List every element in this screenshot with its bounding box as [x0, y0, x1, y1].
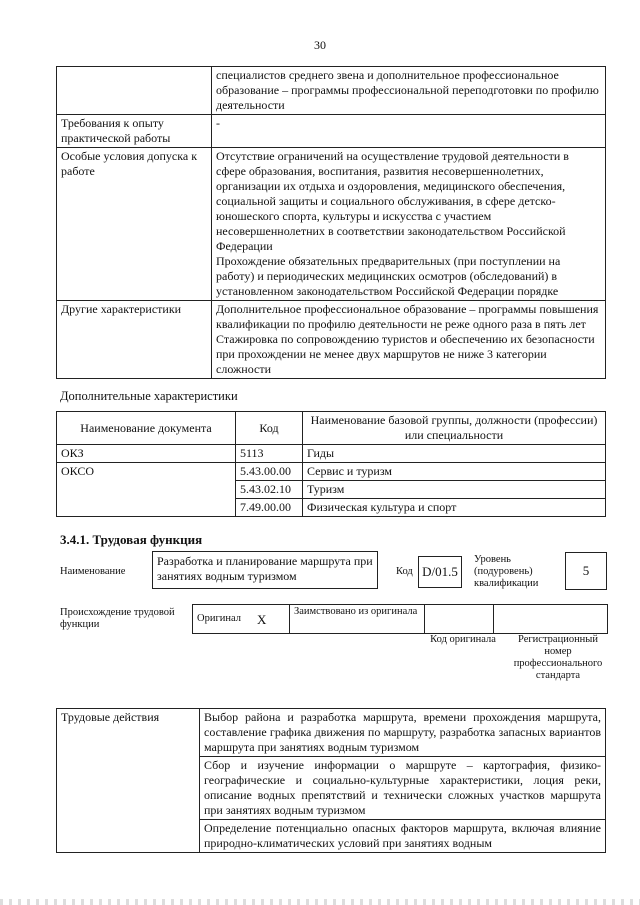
name-label: Наименование — [60, 566, 126, 577]
row-value: специалистов среднего звена и дополнительное профессиональное образование – программы профессиональной переподготовки по профилю деятельности — [212, 67, 606, 115]
list-item: Определение потенциально опасных факторов маршрута, включая влияние природно-климатических условий при занятиях водным — [200, 820, 606, 853]
table-row — [57, 67, 606, 115]
row-label: Особые условия допуска к работе — [57, 148, 212, 301]
level-box: 5 — [565, 552, 607, 590]
table-row — [57, 301, 606, 379]
labor-actions-table — [56, 708, 606, 853]
cell-code: 7.49.00.00 — [236, 499, 303, 517]
page-number: 30 — [314, 38, 326, 52]
row-label: Трудовые действия — [57, 709, 200, 853]
table-row — [57, 148, 606, 301]
list-item: Выбор района и разработка маршрута, времени прохождения маршрута, составление графика движения по маршруту, разработка запасных вариантов маршрута при занятиях водным туризмом — [200, 709, 606, 757]
qualification-requirements-table — [56, 66, 606, 379]
table-row — [57, 115, 606, 148]
column-header: Наименование базовой группы, должности (профессии) или специальности — [303, 412, 606, 445]
row-value: - — [212, 115, 606, 148]
origin-label: Происхождение трудовой функции — [60, 607, 175, 630]
row-value — [212, 148, 606, 301]
origin-table — [192, 604, 608, 634]
row-value-paragraph: Прохождение обязательных предварительных (при поступлении на работу) и периодических медицинских осмотров (обследований) в установленном законодательством Российской Федерации порядке — [216, 254, 561, 298]
table-row — [57, 463, 606, 481]
row-label: Другие характеристики — [57, 301, 212, 379]
row-value — [212, 301, 606, 379]
table-row — [57, 709, 606, 757]
table-row — [193, 605, 608, 634]
cell-name: Гиды — [303, 445, 606, 463]
code-caption: Код оригинала — [430, 634, 496, 645]
row-value-paragraph: Дополнительное профессиональное образование – программы повышения квалификации по профилю деятельности не реже одного раза в пять лет — [216, 302, 599, 331]
row-value-paragraph: Отсутствие ограничений на осуществление трудовой деятельности в сфере образования, воспитания, развития несовершеннолетних, организации их отдыха и оздоровления, медицинского обеспечения, социальной защиты и социального обслуживания, в сфере детско-юношеского спорта, культуры и искусства с участием несовершеннолетних в соответствии законодательством Российской Федерации — [216, 149, 569, 253]
additional-characteristics-table — [56, 411, 606, 517]
list-item: Сбор и изучение информации о маршруте – картография, физико-географические и социально-культурные характеристики, лоция реки, описание водных препятствий и технически сложных участков маршрута при занятиях водным туризмом — [200, 757, 606, 820]
row-label: Требования к опыту практической работы — [57, 115, 212, 148]
additional-characteristics-heading: Дополнительные характеристики — [60, 389, 238, 403]
original-code-cell — [425, 605, 494, 634]
column-header: Наименование документа — [57, 412, 236, 445]
cell-code: 5.43.00.00 — [236, 463, 303, 481]
cell-name: Туризм — [303, 481, 606, 499]
column-header: Код — [236, 412, 303, 445]
cell-code: 5.43.02.10 — [236, 481, 303, 499]
cell-code: 5113 — [236, 445, 303, 463]
registration-number-cell — [494, 605, 608, 634]
cell-name: Сервис и туризм — [303, 463, 606, 481]
registration-caption: Регистрационный номер профессионального стандарта — [513, 634, 603, 681]
section-title: 3.4.1. Трудовая функция — [60, 532, 203, 547]
function-code-box: D/01.5 — [418, 556, 462, 588]
original-label: Оригинал — [193, 605, 254, 634]
code-label: Код — [396, 566, 413, 577]
borrowed-label: Заимствовано из оригинала — [290, 605, 425, 634]
scan-edge — [0, 899, 640, 905]
table-row — [57, 445, 606, 463]
cell-doc: ОКСО — [57, 463, 236, 517]
cell-name: Физическая культура и спорт — [303, 499, 606, 517]
original-mark: X — [253, 605, 290, 634]
row-label — [57, 67, 212, 115]
table-header-row — [57, 412, 606, 445]
row-value-paragraph: Стажировка по сопровождению туристов и обеспечению их безопасности при прохождении не менее двух маршрутов не ниже 3 категории сложности — [216, 332, 595, 376]
cell-doc: ОКЗ — [57, 445, 236, 463]
level-label: Уровень (подуровень) квалификации — [474, 554, 539, 589]
function-name-box: Разработка и планирование маршрута при занятиях водным туризмом — [152, 551, 378, 589]
